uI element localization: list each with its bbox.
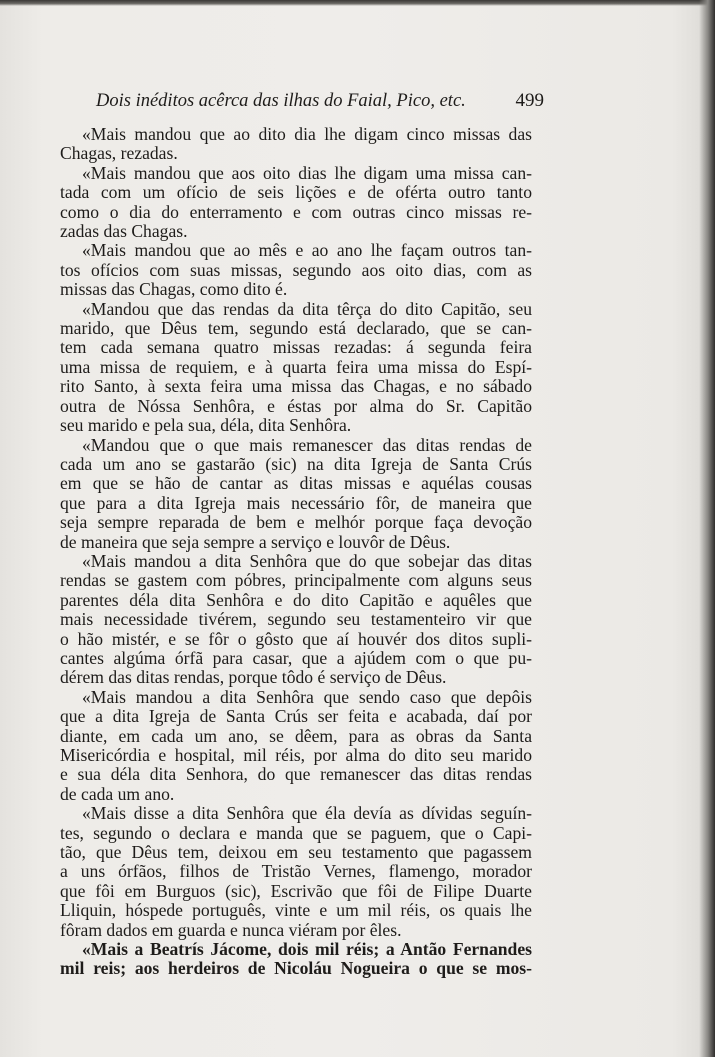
text-line: de maneira que seja sempre a serviço e louvôr de Dêus. — [60, 531, 451, 552]
text-line: tes, segundo o declara e manda que se paguem, que o Capi- — [60, 822, 532, 843]
text-line: «Mais mandou que ao mês e ao ano lhe façam outros tan- — [82, 240, 532, 261]
text-line: tada com um ofício de seis lições e de oférta outro tanto — [60, 182, 532, 203]
text-line: cantes algúma órfã para casar, que a ajúdem com o que pu- — [60, 647, 532, 668]
text-line: fôram dados em guarda e nunca viéram por êles. — [60, 919, 402, 940]
text-line: e sua déla dita Senhora, do que remanescer das ditas rendas — [60, 764, 532, 785]
text-line: Misericórdia e hospital, mil réis, por alma do dito seu marido — [60, 745, 532, 765]
page-top-shadow — [0, 0, 715, 6]
text-line: outra de Nóssa Senhôra, e éstas por alma do Sr. Capitão — [60, 395, 532, 416]
text-line: «Mandou que o que mais remanescer das ditas rendas de — [82, 434, 532, 455]
body-text — [60, 125, 532, 979]
text-line: rito Santo, à sexta feira uma missa das Chagas, e no sábado — [60, 376, 532, 397]
text-line: «Mais disse a dita Senhôra que éla devía as dívidas seguín- — [82, 803, 532, 824]
text-line: zadas das Chagas. — [60, 221, 188, 242]
text-line: tem cada semana quatro missas rezadas: á segunda feira — [60, 337, 532, 358]
text-line: seja sempre reparada de bem e melhór porque faça devoção — [60, 512, 532, 533]
text-line: tão, que Dêus tem, deixou em seu testamento que pagassem — [60, 842, 532, 863]
page-number: 499 — [515, 90, 544, 111]
text-line: mil reis; aos herdeiros de Nicoláu Nogueira o que se mos- — [60, 958, 532, 979]
text-line: «Mais a Beatrís Jácome, dois mil réis; a Antão Fernandes — [82, 939, 532, 960]
running-title: Dois inéditos acêrca das ilhas do Faial, Pico, etc. — [96, 91, 466, 111]
text-line: o hão mistér, e se fôr o gôsto que aí houvér dos ditos supli- — [60, 628, 532, 649]
text-line: missas das Chagas, como dito é. — [60, 279, 288, 300]
text-line: cada um ano se gastarão (sic) na dita Igreja de Santa Crús — [60, 453, 532, 474]
text-line: seu marido e pela sua, déla, dita Senhôra. — [60, 415, 352, 436]
text-line: «Mais mandou a dita Senhôra que do que sobejar das ditas — [82, 550, 532, 571]
text-line: parentes déla dita Senhôra e do dito Capitão e aquêles que — [60, 589, 532, 610]
text-line: que fôi em Burguos (sic), Escrivão que fôi de Filipe Duarte — [60, 880, 532, 901]
text-line: uma missa de requiem, e à quarta feira uma missa do Espí- — [60, 356, 532, 377]
text-line: tos ofícios com suas missas, segundo aos oito dias, com as — [60, 259, 532, 280]
page-binding-shadow — [699, 0, 715, 1057]
text-line: em que se hão de cantar as ditas missas e aquélas cousas — [60, 473, 532, 494]
text-line: rendas se gastem com póbres, principalmente com alguns seus — [60, 570, 532, 591]
text-line: marido, que Dêus tem, segundo está declarado, que se can- — [60, 318, 532, 339]
text-line: como o dia do enterramento e com outras cinco missas re- — [60, 201, 532, 222]
text-line: Chagas, rezadas. — [60, 143, 178, 164]
text-line: de cada um ano. — [60, 783, 175, 804]
text-line: que para a dita Igreja mais necessário fôr, de maneira que — [60, 492, 532, 513]
text-line: que a dita Igreja de Santa Crús ser feita e acabada, daí por — [60, 706, 532, 727]
text-line: mais necessidade tivérem, segundo seu testamenteiro vir que — [60, 609, 532, 630]
text-line: a uns órfãos, filhos de Tristão Vernes, flamengo, morador — [60, 861, 532, 882]
text-line: «Mandou que das rendas da dita têrça do dito Capitão, seu — [82, 298, 532, 319]
text-line: «Mais mandou que aos oito dias lhe digam uma missa can- — [82, 162, 532, 183]
text-line: diante, em cada um ano, se dêem, para as obras da Santa — [60, 725, 532, 746]
text-line: dérem das ditas rendas, porque tôdo é serviço de Dêus. — [60, 667, 447, 688]
text-line: «Mais mandou que ao dito dia lhe digam cinco missas das — [82, 124, 532, 144]
running-header — [96, 88, 544, 114]
text-line: «Mais mandou a dita Senhôra que sendo caso que depôis — [82, 686, 532, 707]
text-line: Lliquin, hóspede português, vinte e um mil réis, os quais lhe — [60, 900, 532, 921]
